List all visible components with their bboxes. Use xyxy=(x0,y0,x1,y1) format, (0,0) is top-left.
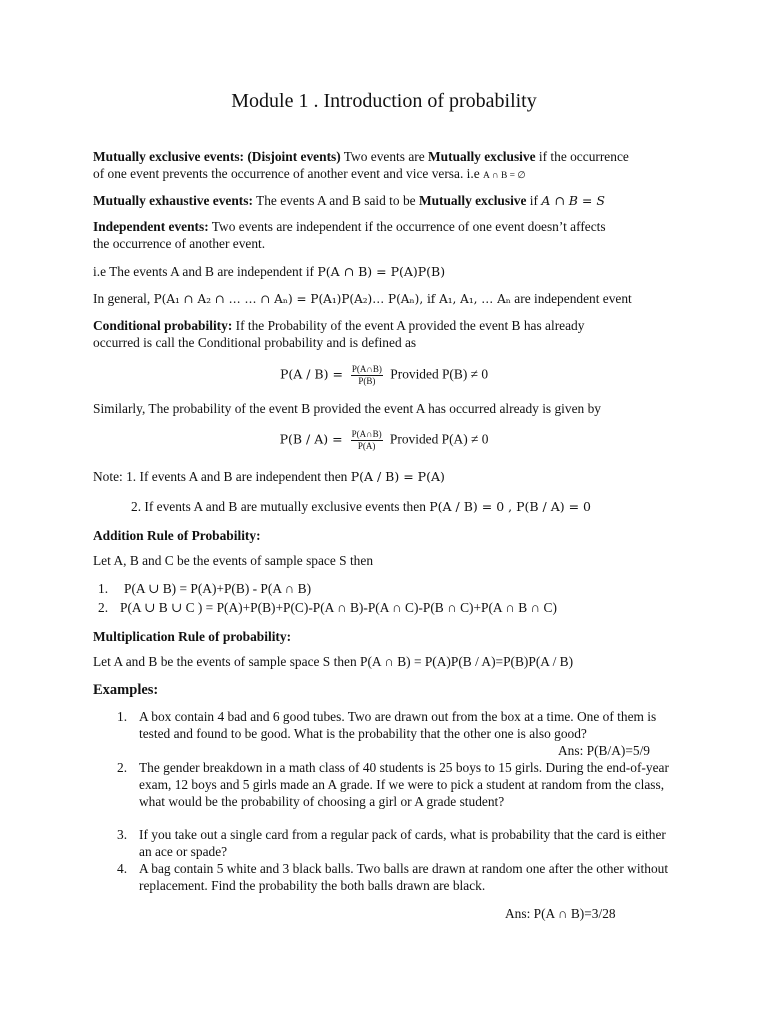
general-formula: P(A₁ ∩ A₂ ∩ … … ∩ Aₙ) = P(A₁)P(A₂)… P(Aₙ), if A₁, A₁, … Aₙ xyxy=(153,292,511,306)
example-item: 2. The gender breakdown in a math class of 40 students is 25 boys to 15 girls. During the end-of-year exam, 12 boys and 5 girls made an A grade. If we were to pick a student at random from the class, what would be the probability of choosing a girl or A grade student? xyxy=(117,760,669,809)
examples-heading: Examples: xyxy=(93,682,159,698)
multiplication-heading: Multiplication Rule of probability: xyxy=(93,629,292,644)
addition-rule-1: 1. P(A ∪ B) = P(A)+P(B) - P(A ∩ B) xyxy=(98,581,312,596)
fraction: $\frac{P(A\cap B)}{P(B)}$ xyxy=(351,364,382,386)
fraction: $\frac{P(A\cap B)}{P(A)}$ xyxy=(351,429,382,451)
example-item: 3. If you take out a single card from a regular pack of cards, what is probability that the card is either an ace or spade? xyxy=(117,827,666,859)
example-item: 1. A box contain 4 bad and 6 good tubes. Two are drawn out from the box at a time. One of them is tested and found to be good. What is the probability that the other one is also good? xyxy=(117,709,657,741)
cond-label: Conditional probability: xyxy=(93,318,233,333)
ie-formula: P(A ∩ B) = P(A)P(B) xyxy=(317,264,446,279)
note-item-2: 2. If events A and B are mutually exclusive events then P(A / B) = 0 , P(B / A) = 0 xyxy=(131,499,591,514)
conditional-equation-1: P(A / B) = $\frac{P(A\cap B)}{P(B)}$ Provided P(B) ≠ 0 xyxy=(279,364,489,386)
note-item-1: Note: 1. If events A and B are independent then P(A / B) = P(A) xyxy=(93,469,445,484)
mutex-formula: A ∩ B = ∅ xyxy=(483,171,526,181)
example-item: 4. A bag contain 5 white and 3 black balls. Two balls are drawn at random one after the other without replacement. Find the probability the both balls drawn are black. xyxy=(117,861,669,893)
mutex-label: Mutually exclusive events: (Disjoint events) xyxy=(93,149,341,164)
general-line: In general, P(A₁ ∩ A₂ ∩ … … ∩ Aₙ) = P(A₁)P(A₂)… P(Aₙ), if A₁, A₁, … Aₙ are independent event xyxy=(93,291,632,306)
mutually-exclusive-line1: Mutually exclusive events: (Disjoint events) Two events are Mutually exclusive if the occurrence xyxy=(93,149,629,164)
multiplication-line: Let A and B be the events of sample space S then P(A ∩ B) = P(A)P(B / A)=P(B)P(A / B) xyxy=(93,654,574,669)
ie-line: i.e The events A and B are independent if P(A ∩ B) = P(A)P(B) xyxy=(93,264,446,279)
conditional-equation-2: P(B / A) = $\frac{P(A\cap B)}{P(A)}$ Provided P(A) ≠ 0 xyxy=(279,429,489,451)
mutually-exhaustive-line: Mutually exhaustive events: The events A and B said to be Mutually exclusive if A ∩ B = S xyxy=(93,193,605,208)
addition-intro: Let A, B and C be the events of sample space S then xyxy=(93,553,374,568)
mutexh-label: Mutually exhaustive events: xyxy=(93,193,253,208)
addition-rule-2: 2. P(A ∪ B ∪ C ) = P(A)+P(B)+P(C)-P(A ∩ B)-P(A ∩ C)-P(B ∩ C)+P(A ∩ B ∩ C) xyxy=(98,600,557,615)
indep-label: Independent events: xyxy=(93,219,209,234)
mutually-exclusive-line2: of one event prevents the occurrence of another event and vice versa. i.e A ∩ B = ∅ xyxy=(93,166,526,181)
page-title: Module 1 . Introduction of probability xyxy=(231,90,537,112)
addition-heading: Addition Rule of Probability: xyxy=(93,528,261,543)
example-answer: Ans: P(A ∩ B)=3/28 xyxy=(505,906,616,921)
conditional-line2: occurred is call the Conditional probability and is defined as xyxy=(93,335,417,350)
similarly-line: Similarly, The probability of the event B provided the event A has occurred already is given by xyxy=(93,401,601,416)
example-answer: Ans: P(B/A)=5/9 xyxy=(558,743,650,758)
mutexh-formula: A ∩ B = S xyxy=(541,193,605,208)
independent-line2: the occurrence of another event. xyxy=(93,236,266,251)
independent-line1: Independent events: Two events are independent if the occurrence of one event doesn’t affects xyxy=(93,219,606,234)
conditional-line1: Conditional probability: If the Probability of the event A provided the event B has already xyxy=(93,318,585,333)
